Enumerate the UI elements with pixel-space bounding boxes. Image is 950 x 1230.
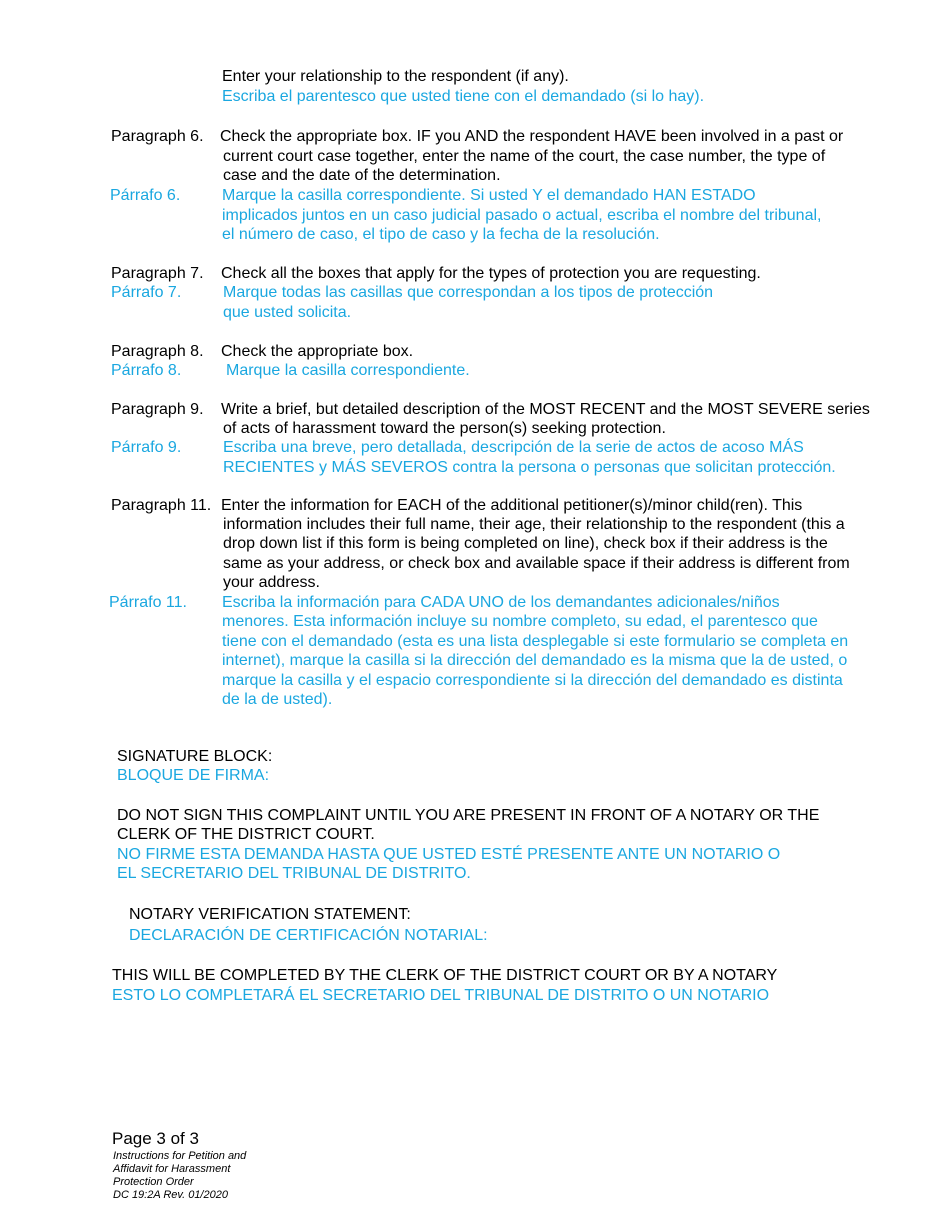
parrafo-6-label: Párrafo 6. — [110, 187, 181, 204]
parrafo-9-label: Párrafo 9. — [111, 439, 182, 456]
parrafo-6-line: el número de caso, el tipo de caso y la fecha de la resolución. — [222, 226, 660, 243]
completion-note-spanish: ESTO LO COMPLETARÁ EL SECRETARIO DEL TRIBUNAL DE DISTRITO O UN NOTARIO — [112, 987, 770, 1004]
parrafo-7-line: que usted solicita. — [223, 304, 352, 321]
page-number: Page 3 of 3 — [112, 1129, 199, 1148]
paragraph-8-line: Check the appropriate box. — [221, 343, 414, 360]
parrafo-11-line: Escriba la información para CADA UNO de los demandantes adicionales/niños — [222, 594, 780, 611]
parrafo-8-line: Marque la casilla correspondiente. — [226, 362, 470, 379]
paragraph-7-label: Paragraph 7. — [111, 265, 204, 282]
parrafo-6-line: Marque la casilla correspondiente. Si usted Y el demandado HAN ESTADO — [222, 187, 756, 204]
form-footer-line: Affidavit for Harassment — [113, 1163, 231, 1175]
do-not-sign-warning: DO NOT SIGN THIS COMPLAINT UNTIL YOU ARE PRESENT IN FRONT OF A NOTARY OR THE — [117, 807, 820, 824]
paragraph-11-line: your address. — [223, 574, 320, 591]
parrafo-8-label: Párrafo 8. — [111, 362, 182, 379]
paragraph-6-line: case and the date of the determination. — [223, 167, 501, 184]
paragraph-6-line: Check the appropriate box. IF you AND the respondent HAVE been involved in a past or — [220, 128, 844, 145]
parrafo-11-line: internet), marque la casilla si la dirección del demandado es la misma que la de usted, o — [222, 652, 848, 669]
paragraph-8-label: Paragraph 8. — [111, 343, 204, 360]
paragraph-11-line: same as your address, or check box and available space if their address is different from — [223, 555, 850, 572]
parrafo-9-line: Escriba una breve, pero detallada, descripción de la serie de actos de acoso MÁS — [223, 439, 804, 456]
parrafo-11-line: marque la casilla y el espacio correspondiente si la dirección del demandado es distinta — [222, 672, 843, 689]
paragraph-11-line: Enter the information for EACH of the additional petitioner(s)/minor child(ren). This — [221, 497, 803, 514]
parrafo-6-line: implicados juntos en un caso judicial pasado o actual, escriba el nombre del tribunal, — [222, 207, 822, 224]
notary-statement-heading-spanish: DECLARACIÓN DE CERTIFICACIÓN NOTARIAL: — [129, 927, 488, 944]
notary-statement-heading: NOTARY VERIFICATION STATEMENT: — [129, 906, 411, 923]
paragraph-11-line: information includes their full name, their age, their relationship to the respondent (this a — [223, 516, 845, 533]
do-not-sign-warning-spanish: EL SECRETARIO DEL TRIBUNAL DE DISTRITO. — [117, 865, 471, 882]
completion-note: THIS WILL BE COMPLETED BY THE CLERK OF THE DISTRICT COURT OR BY A NOTARY — [112, 967, 778, 984]
parrafo-11-line: menores. Esta información incluye su nombre completo, su edad, el parentesco que — [222, 613, 818, 630]
paragraph-11-line: drop down list if this form is being completed on line), check box if their address is the — [223, 535, 828, 552]
paragraph-11-label: Paragraph 11. — [111, 497, 212, 514]
paragraph-6-line: current court case together, enter the name of the court, the case number, the type of — [223, 148, 826, 165]
parrafo-9-line: RECIENTES y MÁS SEVEROS contra la persona o personas que solicitan protección. — [223, 459, 836, 476]
paragraph-6-label: Paragraph 6. — [111, 128, 204, 145]
parrafo-11-line: tiene con el demandado (esta es una lista desplegable si este formulario se completa en — [222, 633, 849, 650]
parrafo-11-label: Párrafo 11. — [109, 594, 187, 611]
do-not-sign-warning-spanish: NO FIRME ESTA DEMANDA HASTA QUE USTED ESTÉ PRESENTE ANTE UN NOTARIO O — [117, 846, 781, 863]
parrafo-7-line: Marque todas las casillas que correspondan a los tipos de protección — [223, 284, 714, 301]
parrafo-11-line: de la de usted). — [222, 691, 333, 708]
paragraph-9-line: of acts of harassment toward the person(s) seeking protection. — [223, 420, 666, 437]
form-footer-line: DC 19:2A Rev. 01/2020 — [113, 1189, 228, 1201]
intro-english: Enter your relationship to the respondent (if any). — [222, 68, 569, 85]
paragraph-9-label: Paragraph 9. — [111, 401, 204, 418]
form-footer-line: Instructions for Petition and — [113, 1150, 247, 1162]
paragraph-7-line: Check all the boxes that apply for the types of protection you are requesting. — [221, 265, 761, 282]
form-footer-line: Protection Order — [113, 1176, 194, 1188]
paragraph-9-line: Write a brief, but detailed description of the MOST RECENT and the MOST SEVERE series — [221, 401, 870, 418]
signature-block-heading-spanish: BLOQUE DE FIRMA: — [117, 767, 270, 784]
form-footer — [113, 1150, 246, 1202]
do-not-sign-warning: CLERK OF THE DISTRICT COURT. — [117, 826, 375, 843]
intro-spanish: Escriba el parentesco que usted tiene con el demandado (si lo hay). — [222, 88, 705, 105]
signature-block-heading: SIGNATURE BLOCK: — [117, 748, 273, 765]
parrafo-7-label: Párrafo 7. — [111, 284, 182, 301]
